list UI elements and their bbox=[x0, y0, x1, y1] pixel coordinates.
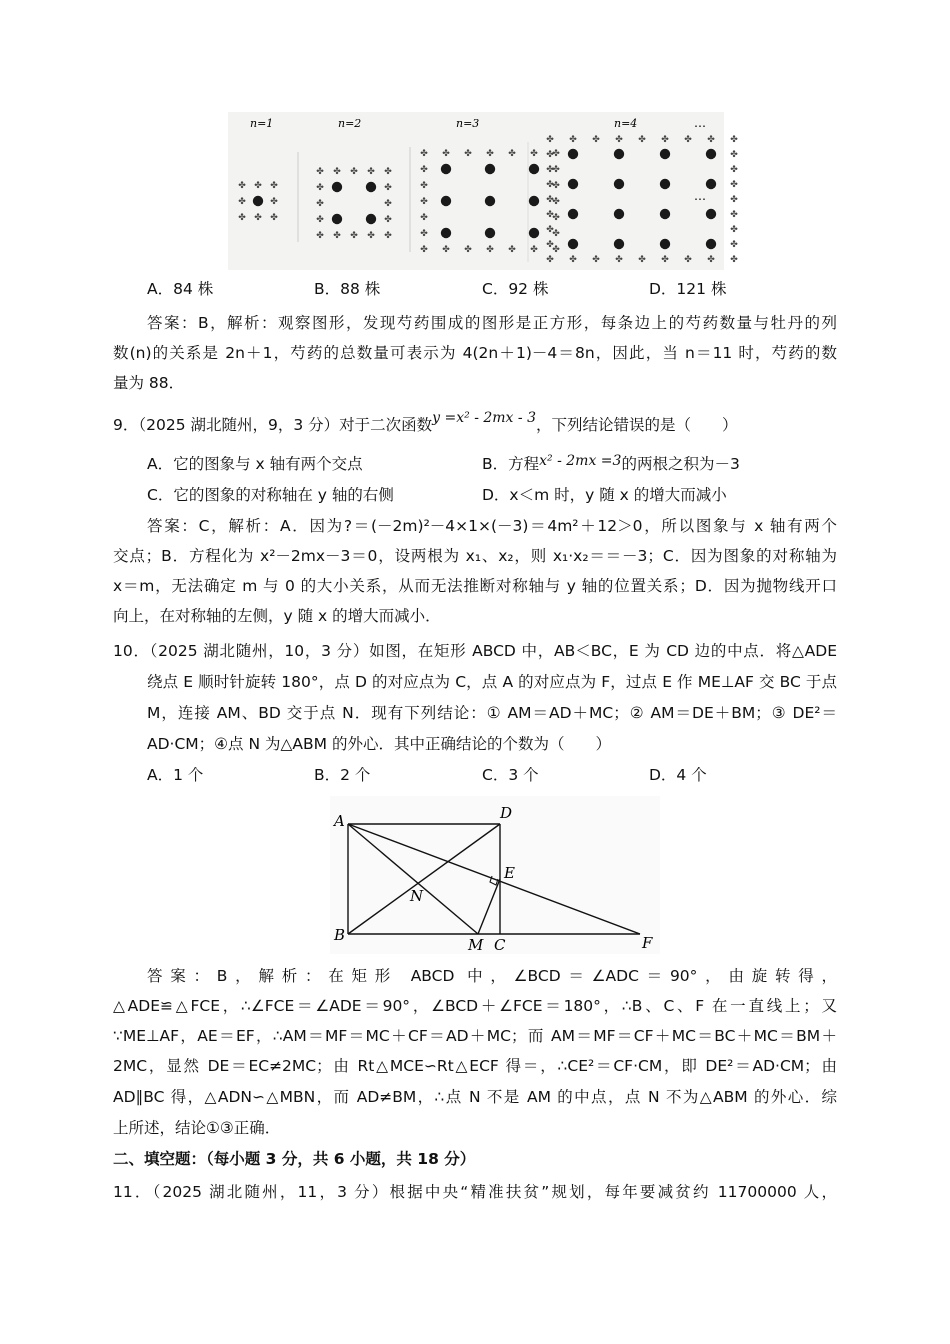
herbaceous-peony-icon: ✤ bbox=[530, 149, 538, 159]
label-e: E bbox=[504, 864, 515, 882]
figure-label-n2: n=2 bbox=[338, 117, 362, 130]
herbaceous-peony-icon: ✤ bbox=[552, 149, 560, 159]
peony-icon bbox=[614, 149, 624, 159]
peony-icon bbox=[366, 214, 376, 224]
peony-icon bbox=[706, 179, 716, 189]
herbaceous-peony-icon: ✤ bbox=[661, 135, 669, 145]
q10-stem-line-3: M，连接 AM、BD 交于点 N．现有下列结论：① AM＝AD＋MC；② AM＝DE＋BM；③ DE²＝ bbox=[147, 704, 837, 722]
herbaceous-peony-icon: ✤ bbox=[420, 213, 428, 223]
q8-option-a: A．84 株 bbox=[147, 280, 214, 298]
peony-icon bbox=[485, 196, 495, 206]
herbaceous-peony-icon: ✤ bbox=[638, 255, 646, 265]
peony-icon bbox=[660, 239, 670, 249]
herbaceous-peony-icon: ✤ bbox=[464, 245, 472, 255]
herbaceous-peony-icon: ✤ bbox=[552, 197, 560, 207]
figure-label-n1: n=1 bbox=[250, 117, 274, 130]
figure-label-n3: n=3 bbox=[456, 117, 480, 130]
herbaceous-peony-icon: ✤ bbox=[486, 149, 494, 159]
segment-me bbox=[478, 879, 500, 934]
herbaceous-peony-icon: ✤ bbox=[552, 181, 560, 191]
q9-stem-prefix: 9．（2025 湖北随州，9，3 分）对于二次函数 bbox=[113, 416, 433, 434]
herbaceous-peony-icon: ✤ bbox=[546, 135, 554, 145]
herbaceous-peony-icon: ✤ bbox=[546, 210, 554, 220]
herbaceous-peony-icon: ✤ bbox=[367, 167, 375, 177]
herbaceous-peony-icon: ✤ bbox=[333, 231, 341, 241]
herbaceous-peony-icon: ✤ bbox=[442, 149, 450, 159]
herbaceous-peony-icon: ✤ bbox=[333, 167, 341, 177]
herbaceous-peony-icon: ✤ bbox=[316, 183, 324, 193]
label-a: A bbox=[334, 812, 345, 830]
herbaceous-peony-icon: ✤ bbox=[384, 183, 392, 193]
q9-function-formula: y =x² - 2mx - 3 bbox=[432, 410, 536, 426]
q10-answer-line-2: △ADE≌△FCE，∴∠FCE＝∠ADE＝90°，∠BCD＋∠FCE＝180°，∴B、C、F 在一直线上；又 bbox=[113, 997, 837, 1015]
herbaceous-peony-icon: ✤ bbox=[684, 255, 692, 265]
herbaceous-peony-icon: ✤ bbox=[350, 167, 358, 177]
figure-label-n4: n=4 bbox=[614, 117, 638, 130]
q10-option-b: B．2 个 bbox=[314, 766, 371, 784]
herbaceous-peony-icon: ✤ bbox=[730, 225, 738, 235]
q10-answer-line-1: 答案：B，解析：在矩形 ABCD 中，∠BCD＝∠ADC＝90°，由旋转得， bbox=[147, 967, 837, 985]
q9-option-b-suffix: 的两根之积为－3 bbox=[621, 455, 740, 473]
q8-answer-line-1: 答案：B，解析：观察图形，发现芍药围成的图形是正方形，每条边上的芍药数量与牡丹的列 bbox=[147, 314, 837, 332]
peony-icon bbox=[441, 164, 451, 174]
peony-icon bbox=[568, 239, 578, 249]
herbaceous-peony-icon: ✤ bbox=[546, 255, 554, 265]
herbaceous-peony-icon: ✤ bbox=[546, 165, 554, 175]
label-d: D bbox=[500, 804, 513, 822]
section-heading-fill-in: 二、填空题：（每小题 3 分，共 6 小题，共 18 分） bbox=[113, 1150, 476, 1168]
label-m: M bbox=[468, 936, 484, 954]
peony-icon bbox=[706, 209, 716, 219]
q9-option-c: C．它的图象的对称轴在 y 轴的右侧 bbox=[147, 486, 394, 504]
q10-figure bbox=[330, 796, 660, 954]
herbaceous-peony-icon: ✤ bbox=[546, 225, 554, 235]
herbaceous-peony-icon: ✤ bbox=[486, 245, 494, 255]
herbaceous-peony-icon: ✤ bbox=[384, 231, 392, 241]
herbaceous-peony-icon: ✤ bbox=[730, 180, 738, 190]
q9-option-b-formula: x² - 2mx =3 bbox=[539, 453, 622, 469]
herbaceous-peony-icon: ✤ bbox=[730, 240, 738, 250]
peony-icon bbox=[253, 196, 263, 206]
q9-answer-line-4: 向上，在对称轴的左侧，y 随 x 的增大而减小． bbox=[113, 607, 441, 625]
herbaceous-peony-icon: ✤ bbox=[730, 165, 738, 175]
q10-option-d: D．4 个 bbox=[649, 766, 707, 784]
herbaceous-peony-icon: ✤ bbox=[552, 229, 560, 239]
herbaceous-peony-icon: ✤ bbox=[592, 255, 600, 265]
peony-icon bbox=[485, 228, 495, 238]
q10-stem-line-4: AD·CM；④点 N 为△ABM 的外心．其中正确结论的个数为（ ） bbox=[147, 735, 611, 753]
herbaceous-peony-icon: ✤ bbox=[707, 255, 715, 265]
herbaceous-peony-icon: ✤ bbox=[420, 165, 428, 175]
peony-icon bbox=[332, 182, 342, 192]
herbaceous-peony-icon: ✤ bbox=[730, 210, 738, 220]
q9-option-b-prefix: B．方程 bbox=[482, 455, 540, 473]
herbaceous-peony-icon: ✤ bbox=[316, 167, 324, 177]
peony-icon bbox=[660, 179, 670, 189]
q8-answer-line-2: 数(n)的关系是 2n＋1，芍药的总数量可表示为 4(2n＋1)－4＝8n，因此，当 n＝11 时，芍药的数 bbox=[113, 344, 837, 362]
q9-answer-line-2: 交点；B．方程化为 x²－2mx－3＝0，设两根为 x₁、x₂，则 x₁·x₂＝＝－3；C．因为图象的对称轴为 bbox=[113, 547, 837, 565]
peony-icon bbox=[568, 209, 578, 219]
herbaceous-peony-icon: ✤ bbox=[546, 150, 554, 160]
herbaceous-peony-icon: ✤ bbox=[552, 213, 560, 223]
q8-option-d: D．121 株 bbox=[649, 280, 727, 298]
herbaceous-peony-icon: ✤ bbox=[316, 231, 324, 241]
herbaceous-peony-icon: ✤ bbox=[569, 255, 577, 265]
herbaceous-peony-icon: ✤ bbox=[420, 229, 428, 239]
label-n: N bbox=[410, 887, 424, 905]
herbaceous-peony-icon: ✤ bbox=[238, 197, 246, 207]
peony-icon bbox=[441, 228, 451, 238]
peony-icon bbox=[529, 196, 539, 206]
q8-option-c: C．92 株 bbox=[482, 280, 549, 298]
herbaceous-peony-icon: ✤ bbox=[420, 245, 428, 255]
herbaceous-peony-icon: ✤ bbox=[238, 181, 246, 191]
herbaceous-peony-icon: ✤ bbox=[546, 180, 554, 190]
segment-bd bbox=[348, 824, 500, 934]
herbaceous-peony-icon: ✤ bbox=[420, 149, 428, 159]
herbaceous-peony-icon: ✤ bbox=[552, 165, 560, 175]
herbaceous-peony-icon: ✤ bbox=[546, 195, 554, 205]
q10-answer-line-4: 2MC，显然 DE＝EC≠2MC；由 Rt△MCE∽Rt△ECF 得＝，∴CE²＝CF·CM，即 DE²＝AD·CM；由 bbox=[113, 1057, 837, 1075]
herbaceous-peony-icon: ✤ bbox=[350, 231, 358, 241]
herbaceous-peony-icon: ✤ bbox=[730, 150, 738, 160]
q8-answer-line-3: 量为 88． bbox=[113, 374, 185, 392]
herbaceous-peony-icon: ✤ bbox=[270, 181, 278, 191]
q9-option-b bbox=[482, 452, 740, 477]
q10-stem-line-1: 10．（2025 湖北随州，10，3 分）如图，在矩形 ABCD 中，AB＜BC，E 为 CD 边的中点．将△ADE bbox=[113, 642, 837, 660]
herbaceous-peony-icon: ✤ bbox=[464, 149, 472, 159]
figure-ellipsis-top: … bbox=[694, 116, 706, 130]
herbaceous-peony-icon: ✤ bbox=[420, 181, 428, 191]
herbaceous-peony-icon: ✤ bbox=[508, 245, 516, 255]
peony-icon bbox=[614, 239, 624, 249]
peony-icon bbox=[332, 214, 342, 224]
label-b: B bbox=[334, 926, 346, 944]
q8-option-b: B．88 株 bbox=[314, 280, 381, 298]
peony-icon bbox=[706, 239, 716, 249]
herbaceous-peony-icon: ✤ bbox=[684, 135, 692, 145]
herbaceous-peony-icon: ✤ bbox=[270, 197, 278, 207]
herbaceous-peony-icon: ✤ bbox=[316, 199, 324, 209]
herbaceous-peony-icon: ✤ bbox=[442, 245, 450, 255]
herbaceous-peony-icon: ✤ bbox=[254, 181, 262, 191]
herbaceous-peony-icon: ✤ bbox=[661, 255, 669, 265]
peony-icon bbox=[529, 164, 539, 174]
herbaceous-peony-icon: ✤ bbox=[615, 255, 623, 265]
q10-answer-line-3: ∵ME⊥AF，AE＝EF，∴AM＝MF＝MC＋CF＝AD＋MC；而 AM＝MF＝CF＋MC＝BC＋MC＝BM＋ bbox=[113, 1027, 837, 1045]
herbaceous-peony-icon: ✤ bbox=[270, 213, 278, 223]
herbaceous-peony-icon: ✤ bbox=[384, 215, 392, 225]
peony-icon bbox=[568, 179, 578, 189]
segment-am bbox=[348, 824, 478, 934]
label-c: C bbox=[494, 936, 506, 954]
q10-option-a: A．1 个 bbox=[147, 766, 204, 784]
q9-answer-line-1: 答案：C，解析：A．因为?＝(－2m)²－4×1×(－3)＝4m²＋12＞0，所以图象与 x 轴有两个 bbox=[147, 517, 837, 535]
q9-option-a: A．它的图象与 x 轴有两个交点 bbox=[147, 455, 363, 473]
herbaceous-peony-icon: ✤ bbox=[569, 135, 577, 145]
q10-answer-line-6: 上所述，结论①③正确． bbox=[113, 1119, 281, 1137]
herbaceous-peony-icon: ✤ bbox=[730, 195, 738, 205]
peony-icon bbox=[366, 182, 376, 192]
herbaceous-peony-icon: ✤ bbox=[384, 167, 392, 177]
herbaceous-peony-icon: ✤ bbox=[530, 245, 538, 255]
herbaceous-peony-icon: ✤ bbox=[638, 135, 646, 145]
herbaceous-peony-icon: ✤ bbox=[384, 199, 392, 209]
q11-stem: 11．（2025 湖北随州，11，3 分）根据中央“精准扶贫”规划，每年要减贫约 11700000 人， bbox=[113, 1183, 837, 1201]
herbaceous-peony-icon: ✤ bbox=[552, 245, 560, 255]
herbaceous-peony-icon: ✤ bbox=[316, 215, 324, 225]
peony-icon bbox=[614, 179, 624, 189]
herbaceous-peony-icon: ✤ bbox=[238, 213, 246, 223]
q10-stem-line-2: 绕点 E 顺时针旋转 180°，点 D 的对应点为 C，点 A 的对应点为 F，过点 E 作 ME⊥AF 交 BC 于点 bbox=[147, 673, 837, 691]
herbaceous-peony-icon: ✤ bbox=[730, 255, 738, 265]
herbaceous-peony-icon: ✤ bbox=[707, 135, 715, 145]
herbaceous-peony-icon: ✤ bbox=[546, 240, 554, 250]
segment-af bbox=[348, 824, 640, 934]
q8-figure bbox=[228, 112, 738, 270]
peony-icon bbox=[660, 149, 670, 159]
q8-pattern-figure bbox=[228, 112, 738, 270]
peony-icon bbox=[660, 209, 670, 219]
label-f: F bbox=[642, 934, 653, 952]
peony-icon bbox=[706, 149, 716, 159]
herbaceous-peony-icon: ✤ bbox=[615, 135, 623, 145]
herbaceous-peony-icon: ✤ bbox=[254, 213, 262, 223]
q9-stem bbox=[113, 410, 738, 438]
q9-stem-suffix: ，下列结论错误的是（ ） bbox=[536, 416, 738, 434]
herbaceous-peony-icon: ✤ bbox=[508, 149, 516, 159]
herbaceous-peony-icon: ✤ bbox=[367, 231, 375, 241]
q9-answer-line-3: x＝m，无法确定 m 与 0 的大小关系，从而无法推断对称轴与 y 轴的位置关系；D．因为抛物线开口 bbox=[113, 577, 837, 595]
q10-option-c: C．3 个 bbox=[482, 766, 539, 784]
peony-icon bbox=[441, 196, 451, 206]
herbaceous-peony-icon: ✤ bbox=[592, 135, 600, 145]
q9-option-d: D．x＜m 时，y 随 x 的增大而减小 bbox=[482, 486, 727, 504]
q10-rectangle-diagram bbox=[330, 796, 660, 954]
herbaceous-peony-icon: ✤ bbox=[730, 135, 738, 145]
herbaceous-peony-icon: ✤ bbox=[420, 197, 428, 207]
peony-icon bbox=[529, 228, 539, 238]
q10-answer-line-5: AD∥BC 得，△ADN∽△MBN，而 AD≠BM，∴点 N 不是 AM 的中点，点 N 不为△ABM 的外心．综 bbox=[113, 1088, 837, 1106]
peony-icon bbox=[485, 164, 495, 174]
peony-icon bbox=[614, 209, 624, 219]
figure-ellipsis-mid: … bbox=[694, 189, 706, 203]
peony-icon bbox=[568, 149, 578, 159]
